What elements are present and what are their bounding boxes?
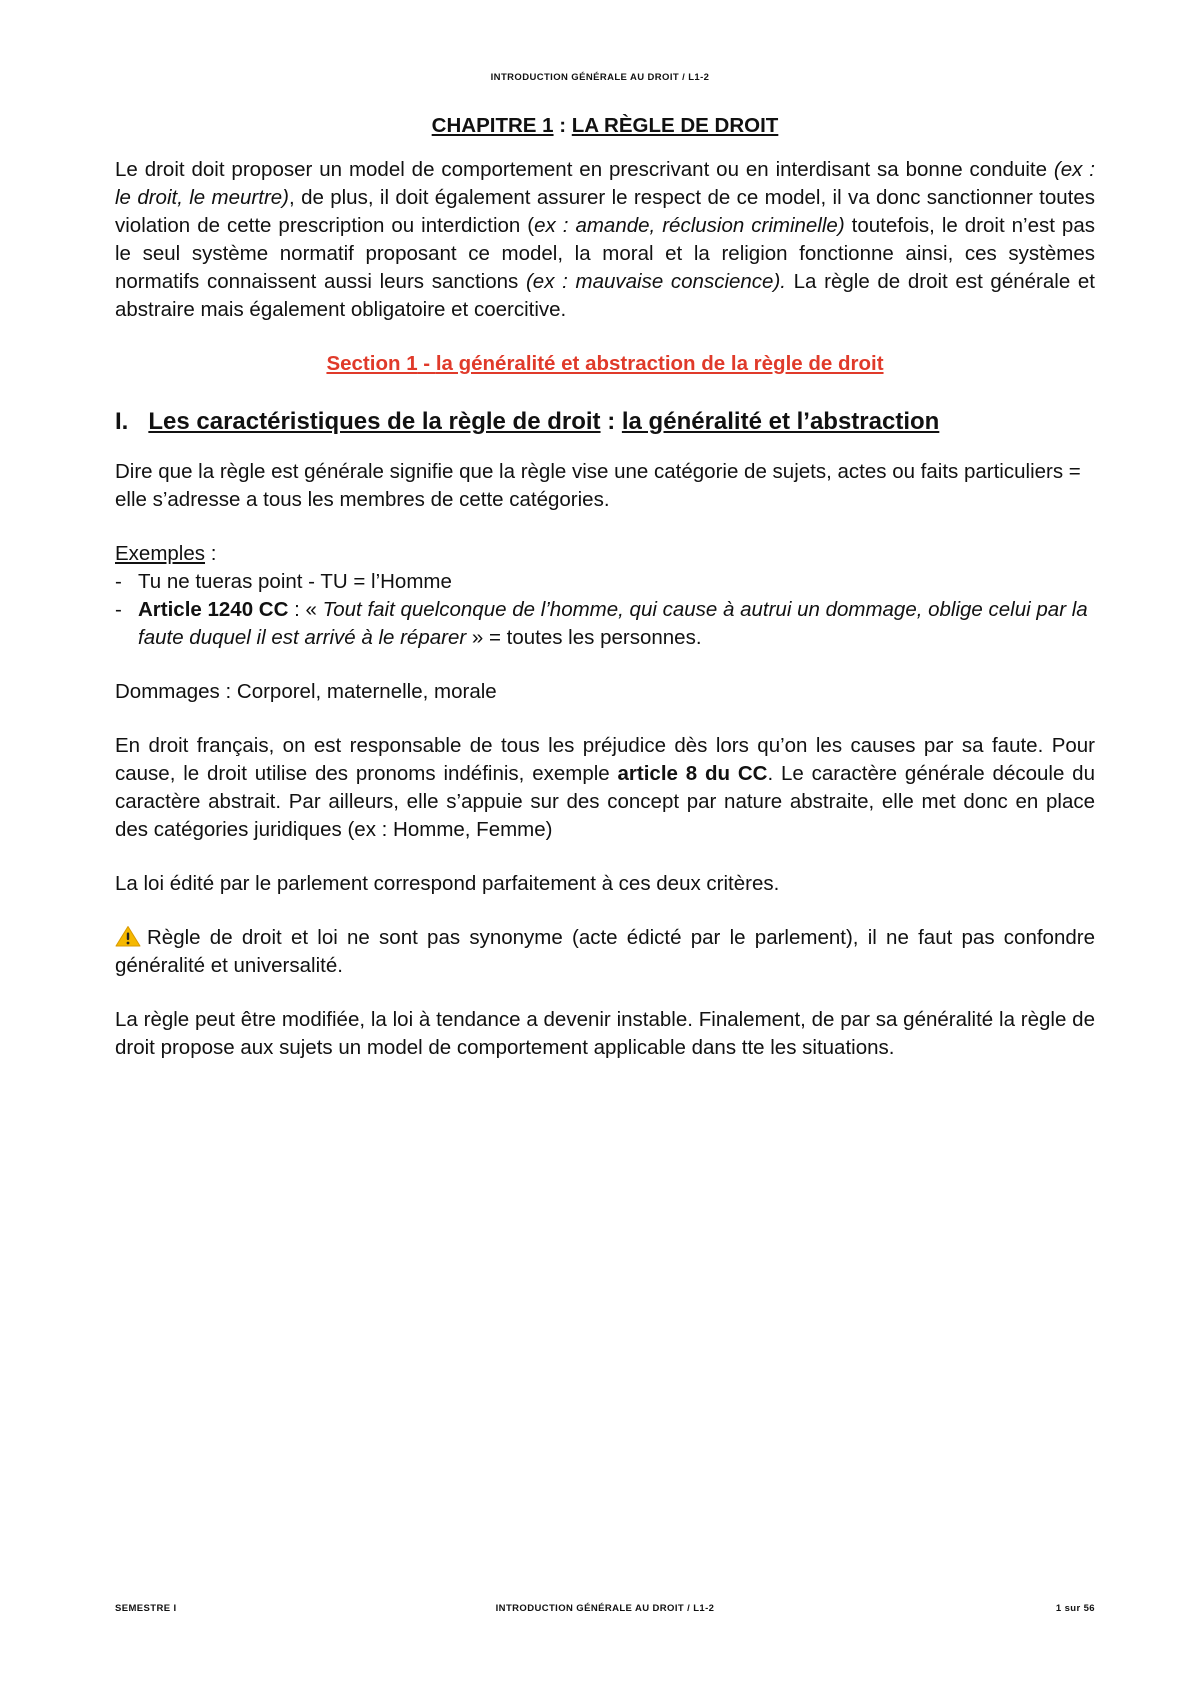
warning-paragraph bbox=[115, 924, 1095, 980]
article-quote: Tout fait quelconque de l’homme, qui cause à autrui un dommage, oblige celui par la faute duquel il est arrivé à le réparer bbox=[138, 598, 1088, 649]
running-footer bbox=[115, 1603, 1095, 1617]
heading-separator: : bbox=[600, 408, 622, 435]
heading-title-a: Les caractéristiques de la règle de droit bbox=[148, 408, 601, 435]
examples-label-suffix: : bbox=[205, 542, 217, 565]
section-label: Section 1 bbox=[326, 352, 418, 375]
intro-italic-2: ex : amande, réclusion criminelle) bbox=[534, 214, 845, 237]
law-paragraph: La loi édité par le parlement correspond parfaitement à ces deux critères. bbox=[115, 872, 780, 895]
responsibility-text-a: En droit français, on est responsable de tous les préjudice dès lors qu’on les causes par sa faute. Pour cause, le droit utilise des pronoms indéfinis, exemple bbox=[115, 734, 1095, 785]
warning-text: Règle de droit et loi ne sont pas synonyme (acte édicté par le parlement), il ne faut pas confondre généralité et universalité. bbox=[115, 926, 1095, 977]
intro-text-4: La règle de droit est générale et abstraire mais également obligatoire et coercitive. bbox=[115, 270, 1095, 321]
list-item bbox=[115, 568, 1095, 596]
running-header: INTRODUCTION GÉNÉRALE AU DROIT / L1-2 bbox=[490, 72, 710, 83]
chapter-separator: : bbox=[553, 114, 572, 137]
example-item-2-b: » = toutes les personnes. bbox=[466, 626, 702, 649]
list-dash: - bbox=[115, 570, 122, 593]
section-title-text: la généralité et abstraction de la règle de droit bbox=[435, 352, 884, 375]
footer-course-title: INTRODUCTION GÉNÉRALE AU DROIT / L1-2 bbox=[495, 1603, 715, 1614]
heading-one bbox=[115, 408, 1095, 436]
list-item bbox=[115, 596, 1095, 652]
chapter-title-text: LA RÈGLE DE DROIT bbox=[571, 114, 779, 137]
examples-heading bbox=[115, 540, 1095, 568]
examples-list bbox=[115, 568, 1095, 652]
example-item-1: Tu ne tueras point - TU = l’Homme bbox=[138, 570, 452, 593]
intro-italic-3: (ex : mauvaise conscience). bbox=[525, 270, 786, 293]
intro-italic-1: (ex : le droit, le meurtre) bbox=[115, 158, 1095, 209]
responsibility-paragraph bbox=[115, 732, 1095, 844]
list-dash: - bbox=[115, 598, 122, 621]
example-item-2-a: : « bbox=[288, 598, 323, 621]
intro-text-1: Le droit doit proposer un model de comportement en prescrivant ou en interdisant sa bonne conduite bbox=[115, 158, 1054, 181]
section-separator: - bbox=[417, 352, 436, 375]
section-title bbox=[115, 350, 1095, 378]
warning-icon bbox=[115, 925, 141, 947]
footer-semester: SEMESTRE I bbox=[115, 1603, 177, 1614]
chapter-title bbox=[115, 112, 1095, 140]
intro-text-3: toutefois, le droit n’est pas le seul système normatif proposant ce model, la moral et la religion fonctionne ainsi, ces systèmes normatifs connaissent aussi leurs sanctions bbox=[115, 214, 1095, 293]
heading-title-b: la généralité et l’abstraction bbox=[621, 408, 940, 435]
definition-paragraph: Dire que la règle est générale signifie que la règle vise une catégorie de sujets, actes ou faits particuliers = elle s’adresse a tous les membres de cette catégories. bbox=[115, 460, 1081, 511]
intro-paragraph bbox=[115, 156, 1095, 324]
damages-paragraph: Dommages : Corporel, maternelle, morale bbox=[115, 680, 497, 703]
page-number: 1 sur 56 bbox=[1055, 1603, 1095, 1614]
article-8-reference: article 8 du CC bbox=[617, 762, 768, 785]
heading-number: I. bbox=[115, 408, 129, 435]
article-reference: Article 1240 CC bbox=[138, 598, 289, 621]
responsibility-text-b: . Le caractère générale découle du caractère abstrait. Par ailleurs, elle s’appuie sur des concept par nature abstraite, elle met donc en place des catégories juridiques (ex : Homme, Femme) bbox=[115, 762, 1095, 841]
examples-label: Exemples bbox=[115, 542, 206, 565]
page-content bbox=[115, 112, 1095, 1062]
chapter-label: CHAPITRE 1 bbox=[431, 114, 554, 137]
intro-text-2: , de plus, il doit également assurer le respect de ce model, il va donc sanctionner toutes violation de cette prescription ou interdiction ( bbox=[115, 186, 1095, 237]
examples-block bbox=[115, 540, 1095, 652]
conclusion-paragraph: La règle peut être modifiée, la loi à tendance a devenir instable. Finalement, de par sa généralité la règle de droit propose aux sujets un model de comportement applicable dans tte les situations. bbox=[115, 1008, 1095, 1059]
